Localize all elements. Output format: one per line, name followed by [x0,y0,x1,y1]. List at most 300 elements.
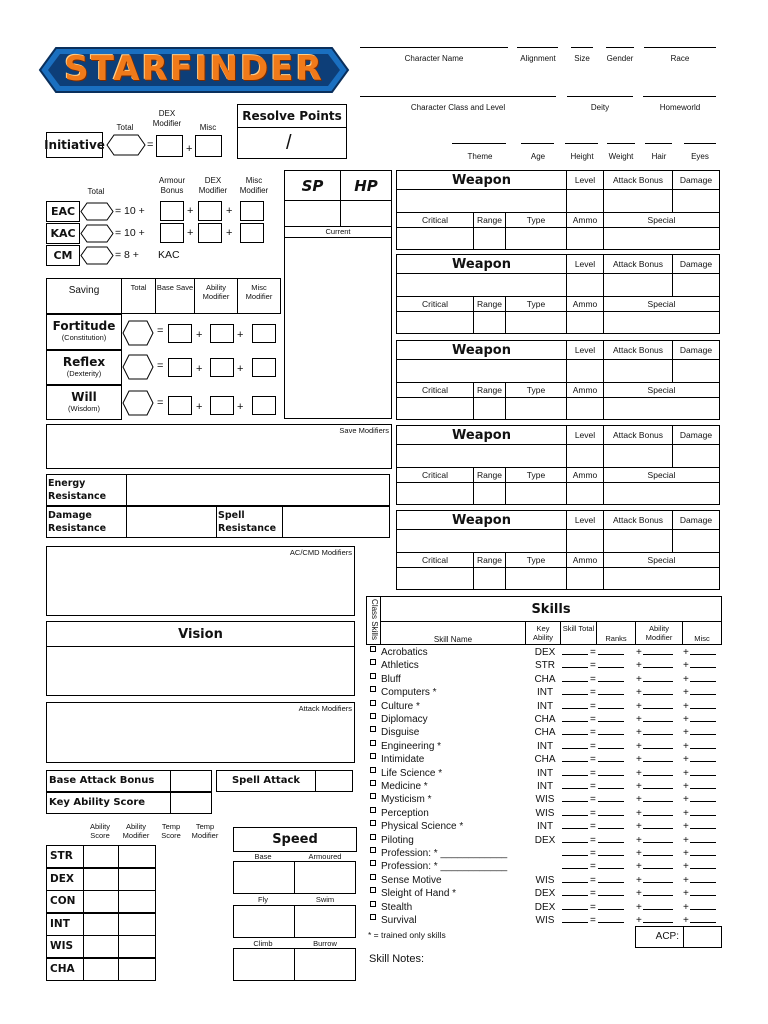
skill-key-ability: WIS [535,807,555,819]
trained-note: * = trained only skills [368,930,446,940]
ability-score-cell[interactable] [118,935,156,958]
sp-field[interactable] [284,200,341,227]
eac-dex-field[interactable] [198,201,222,221]
init-dex-field[interactable] [156,135,183,157]
weapon-attack-header: Attack Bonus [603,425,673,445]
eac-eq: = 10 + [115,205,145,217]
weapon-title: Weapon [396,510,567,530]
hp-field[interactable] [340,200,392,227]
equals-sign: = [590,767,596,779]
skill-name: Piloting [381,834,414,846]
weapon-name-field[interactable] [396,273,567,297]
skill-row [368,887,728,900]
ability-name-cha: CHA [46,958,84,981]
key-ability-label: Key Ability Score [46,792,171,814]
equals-sign: = [590,874,596,886]
weapon-damage-header: Damage [672,510,720,530]
plus-sign: + [196,363,203,375]
ability-score-cell[interactable] [118,958,156,981]
reflex-ability-field[interactable] [210,358,234,377]
equals-sign: = [157,325,164,337]
ability-score-cell[interactable] [118,845,156,868]
skill-name: Mysticism * [381,794,432,806]
will-misc-field[interactable] [252,396,276,415]
weapon-range-field[interactable] [473,482,506,505]
kac-misc-field[interactable] [240,223,264,243]
plus-sign: + [683,901,689,913]
will-total-hex[interactable] [122,390,154,416]
weapon-level-header: Level [566,425,604,445]
weapon-damage-header: Damage [672,170,720,190]
weapon-range-header: Range [473,382,506,398]
bio-label: Size [574,54,590,63]
weapon-level-header: Level [566,510,604,530]
eac-label: EAC [46,201,80,222]
will-label [46,385,122,420]
plus-sign: + [636,874,642,886]
reflex-total-hex[interactable] [122,354,154,380]
vision-field[interactable] [46,646,355,696]
weapon-type-header: Type [505,296,567,312]
plus-sign: + [237,363,244,375]
ac-dex-label: DEX Modifier [198,176,228,195]
saving-title [46,278,122,314]
ability-header: Ability Modifier [122,822,150,840]
weapon-special-header: Special [603,467,720,483]
ability-score-cell[interactable] [83,958,119,981]
plus-sign: + [237,401,244,413]
fortitude-ability-field[interactable] [210,324,234,343]
weapon-special-field[interactable] [603,567,720,590]
weapon-name-field[interactable] [396,189,567,213]
weapon-critical-field[interactable] [396,397,474,420]
weapon-critical-header: Critical [396,467,474,483]
skill-key-ability: WIS [535,794,555,806]
eac-total-hex[interactable] [80,202,114,221]
skill-row [368,740,728,753]
equals-sign: = [590,714,596,725]
weapon-ammo-header: Ammo [566,382,604,398]
starfinder-logo [34,42,354,98]
skill-name: Sense Motive [381,874,442,886]
speed-swim-field[interactable] [294,905,356,938]
skill-row [368,767,728,780]
skill-notes-label: Skill Notes: [369,953,425,965]
skills-header: Skills [380,596,722,622]
weapon-attack-field[interactable] [603,189,673,213]
speed-label: Climb [253,939,273,948]
equals-sign: = [590,700,596,712]
weapon-attack-header: Attack Bonus [603,340,673,360]
weapon-level-field[interactable] [566,444,604,468]
plus-sign: + [226,227,233,239]
equals-sign: = [590,660,596,672]
weapon-damage-field[interactable] [672,359,720,383]
weapon-ammo-field[interactable] [566,567,604,590]
skill-row [368,807,728,820]
speed-label: Armoured [308,852,342,861]
plus-sign: + [187,205,194,217]
weapon-type-header: Type [505,552,567,568]
energy-resistance-label: Energy Resistance [46,474,127,506]
bio-label: Eyes [691,152,709,161]
weapon-attack-field[interactable] [603,529,673,553]
skill-name: Perception [381,807,429,819]
ac-cmd-modifiers-box[interactable] [46,546,355,616]
weapon-level-field[interactable] [566,359,604,383]
bio-label: Alignment [520,54,556,63]
cm-eq: = 8 + [115,249,139,261]
bab-label: Base Attack Bonus [46,770,171,792]
weapon-special-header: Special [603,296,720,312]
skill-key-ability: INT [536,767,554,779]
skill-row [368,793,728,806]
weapon-type-header: Type [505,212,567,228]
plus-sign: + [683,848,689,859]
plus-sign: + [683,781,689,792]
weapon-special-field[interactable] [603,311,720,334]
ability-score-cell[interactable] [83,890,119,913]
equals-sign: = [590,647,596,658]
skill-key-ability: STR [535,660,555,672]
skill-name: Acrobatics [381,647,428,658]
weapon-range-field[interactable] [473,311,506,334]
plus-sign: + [636,821,642,833]
weapon-level-header: Level [566,340,604,360]
resolve-slash: / [286,132,292,154]
reflex-base-field[interactable] [168,358,192,377]
fortitude-base-field[interactable] [168,324,192,343]
save-name: Fortitude [52,319,116,333]
weapon-damage-field[interactable] [672,529,720,553]
equals-sign: = [147,139,154,151]
ability-score-cell[interactable] [118,890,156,913]
weapon-special-field[interactable] [603,227,720,250]
skill-total-header: Skill Total [560,621,597,645]
equals-sign: = [590,834,596,846]
ability-score-cell[interactable] [83,913,119,936]
weapon-title: Weapon [396,425,567,445]
ac-misc-label: Misc Modifier [239,176,269,195]
will-ability-field[interactable] [210,396,234,415]
plus-sign: + [196,401,203,413]
ac-cmd-modifiers-label: AC/CMD Modifiers [289,548,352,557]
ranks-header: Ranks [596,621,636,645]
plus-sign: + [683,794,689,806]
speed-burrow-field[interactable] [294,948,356,981]
key-ability-field[interactable] [170,792,212,814]
skill-key-ability: CHA [534,714,556,725]
equals-sign: = [590,888,596,900]
skill-key-ability: WIS [535,915,555,926]
eac-misc-field[interactable] [240,201,264,221]
kac-total-hex[interactable] [80,224,114,243]
spell-attack-field[interactable] [315,770,353,792]
plus-sign: + [683,673,689,685]
skill-name: Computers * [381,687,437,699]
kac-dex-field[interactable] [198,223,222,243]
resolve-field[interactable] [237,127,347,159]
weapon-ammo-header: Ammo [566,212,604,228]
skill-name: Disguise [381,727,420,739]
skill-key-ability: DEX [534,888,556,900]
save-modifiers-box[interactable] [46,424,392,469]
fortitude-total-hex[interactable] [122,320,154,346]
weapon-range-field[interactable] [473,397,506,420]
skill-name: Engineering * [381,740,442,752]
weapon-special-header: Special [603,382,720,398]
equals-sign: = [590,861,596,873]
skill-name: Stealth [381,901,413,913]
weapon-special-header: Special [603,212,720,228]
bio-label: Homeworld [659,103,701,112]
kac-eq: = 10 + [115,227,145,239]
skill-row [368,646,728,659]
ability-score-cell[interactable] [118,913,156,936]
bio-label: Race [670,54,690,63]
equals-sign: = [590,673,596,685]
cm-total-hex[interactable] [80,246,114,265]
plus-sign: + [636,781,642,792]
weapon-range-field[interactable] [473,227,506,250]
plus-sign: + [636,888,642,900]
plus-sign: + [636,794,642,806]
weapon-ammo-header: Ammo [566,296,604,312]
plus-sign: + [683,687,689,699]
skill-name: Physical Science * [381,821,464,833]
skill-name: Life Science * [381,767,443,779]
plus-sign: + [683,660,689,672]
weapon-special-field[interactable] [603,482,720,505]
save-ability-header: Ability Modifier [194,278,238,314]
plus-sign: + [683,821,689,833]
weapon-attack-field[interactable] [603,359,673,383]
plus-sign: + [683,700,689,712]
plus-sign: + [636,660,642,672]
plus-sign: + [187,227,194,239]
weapon-ammo-field[interactable] [566,397,604,420]
class-skills-label: Class Skills [370,599,379,640]
kac-armour-field[interactable] [160,223,184,243]
weapon-damage-field[interactable] [672,444,720,468]
skill-key-ability: INT [536,821,554,833]
plus-sign: + [683,767,689,779]
skill-misc-header: Misc [682,621,722,645]
equals-sign: = [590,901,596,913]
initiative-total-hex[interactable] [106,134,146,156]
skill-key-ability: CHA [534,673,556,685]
bio-label: Gender [606,54,634,63]
plus-sign: + [196,329,203,341]
will-base-field[interactable] [168,396,192,415]
plus-sign: + [636,901,642,913]
plus-sign: + [636,754,642,766]
weapon-type-field[interactable] [505,397,567,420]
weapon-name-field[interactable] [396,359,567,383]
initiative-label: Initiative [46,132,103,158]
speed-climb-field[interactable] [233,948,295,981]
skill-row [368,726,728,739]
weapon-ammo-header: Ammo [566,552,604,568]
weapon-type-field[interactable] [505,227,567,250]
plus-sign: + [683,714,689,725]
weapon-range-header: Range [473,212,506,228]
weapon-critical-field[interactable] [396,227,474,250]
skill-row [368,820,728,833]
equals-sign: = [590,727,596,739]
weapon-type-field[interactable] [505,567,567,590]
weapon-level-field[interactable] [566,529,604,553]
equals-sign: = [590,807,596,819]
weapon-damage-header: Damage [672,340,720,360]
cm-kac: KAC [158,249,180,261]
ability-score-cell[interactable] [83,935,119,958]
plus-sign: + [636,727,642,739]
plus-sign: + [636,647,642,658]
reflex-misc-field[interactable] [252,358,276,377]
current-hp-field[interactable] [284,237,392,419]
bio-label: Height [570,152,594,161]
plus-sign: + [636,861,642,873]
spell-attack-label: Spell Attack [216,770,316,792]
save-misc-header: Misc Modifier [237,278,281,314]
skill-key-ability: INT [536,700,554,712]
weapon-attack-field[interactable] [603,273,673,297]
skill-key-ability: INT [536,687,554,699]
weapon-damage-field[interactable] [672,273,720,297]
attack-modifiers-box[interactable] [46,702,355,763]
skill-name: Survival [381,915,417,926]
skill-name: Intimidate [381,754,425,766]
sp-header: SP [284,170,341,201]
weapon-title: Weapon [396,254,567,274]
save-sub: (Constitution) [61,333,107,342]
weapon-attack-header: Attack Bonus [603,510,673,530]
speed-base-field[interactable] [233,861,295,894]
weapon-critical-field[interactable] [396,567,474,590]
weapon-level-header: Level [566,254,604,274]
skill-key-ability: DEX [534,834,556,846]
bio-label: Theme [467,152,493,161]
ability-name-wis: WIS [46,935,84,958]
bio-label: Deity [590,103,610,112]
attack-modifiers-label: Attack Modifiers [298,704,352,713]
ac-total-label: Total [87,187,105,196]
weapon-ammo-header: Ammo [566,467,604,483]
ability-score-cell[interactable] [83,845,119,868]
save-sub: (Wisdom) [67,404,101,413]
weapon-type-field[interactable] [505,482,567,505]
plus-sign: + [683,874,689,886]
speed-label: Burrow [313,939,337,948]
ac-armour-label: Armour Bonus [158,176,186,195]
weapon-level-field[interactable] [566,273,604,297]
key-ability-header: Key Ability [525,621,561,645]
skill-key-ability: WIS [535,874,555,886]
ability-name-dex: DEX [46,868,84,891]
weapon-type-field[interactable] [505,311,567,334]
init-total-label: Total [116,123,134,132]
weapon-range-field[interactable] [473,567,506,590]
plus-sign: + [636,834,642,846]
fortitude-label [46,314,122,350]
vision-header: Vision [46,621,355,647]
weapon-title: Weapon [396,340,567,360]
ability-score-cell[interactable] [83,868,119,891]
equals-sign: = [590,848,596,859]
save-total-header: Total [121,278,156,314]
spell-resistance-label: Spell Resistance [216,506,283,538]
bio-label: Character Class and Level [410,103,506,112]
skill-row [368,753,728,766]
weapon-level-header: Level [566,170,604,190]
init-misc-field[interactable] [195,135,222,157]
speed-armoured-field[interactable] [294,861,356,894]
speed-fly-field[interactable] [233,905,295,938]
damage-resistance-label: Damage Resistance [46,506,127,538]
skill-name: Medicine * [381,781,428,792]
bio-label: Hair [651,152,667,161]
speed-header: Speed [233,827,357,852]
skill-name: Sleight of Hand * [381,888,457,900]
weapon-ammo-field[interactable] [566,227,604,250]
weapon-critical-field[interactable] [396,482,474,505]
fortitude-misc-field[interactable] [252,324,276,343]
weapon-attack-header: Attack Bonus [603,254,673,274]
skill-key-ability: DEX [534,647,556,658]
weapon-damage-header: Damage [672,254,720,274]
plus-sign: + [636,915,642,926]
plus-sign: + [636,687,642,699]
weapon-critical-field[interactable] [396,311,474,334]
ability-name-str: STR [46,845,84,868]
skill-row [368,673,728,686]
plus-sign: + [636,714,642,725]
equals-sign: = [157,397,164,409]
weapon-name-field[interactable] [396,444,567,468]
save-name: Will [71,390,97,404]
speed-label: Fly [258,895,268,904]
skill-name: Profession: * ____________ [381,848,508,859]
bio-label: Weight [608,152,634,161]
weapon-level-field[interactable] [566,189,604,213]
eac-armour-field[interactable] [160,201,184,221]
acp-field[interactable] [683,926,722,948]
plus-sign: + [683,727,689,739]
save-base-header: Base Save [155,278,195,314]
weapon-ammo-field[interactable] [566,311,604,334]
skill-name: Bluff [381,673,401,685]
plus-sign: + [636,700,642,712]
weapon-attack-field[interactable] [603,444,673,468]
weapon-ammo-field[interactable] [566,482,604,505]
skill-row [368,860,728,873]
acp-label: ACP: [635,926,684,948]
ability-score-cell[interactable] [118,868,156,891]
weapon-name-field[interactable] [396,529,567,553]
plus-sign: + [186,143,193,155]
skill-key-ability: CHA [534,727,556,739]
weapon-special-field[interactable] [603,397,720,420]
weapon-attack-header: Attack Bonus [603,170,673,190]
weapon-damage-field[interactable] [672,189,720,213]
reflex-label [46,350,122,385]
logo-text: STARFINDER [64,49,324,89]
equals-sign: = [590,781,596,792]
ability-header: Temp Modifier [191,822,219,840]
bab-field[interactable] [170,770,212,792]
skill-name-header: Skill Name [380,621,526,645]
